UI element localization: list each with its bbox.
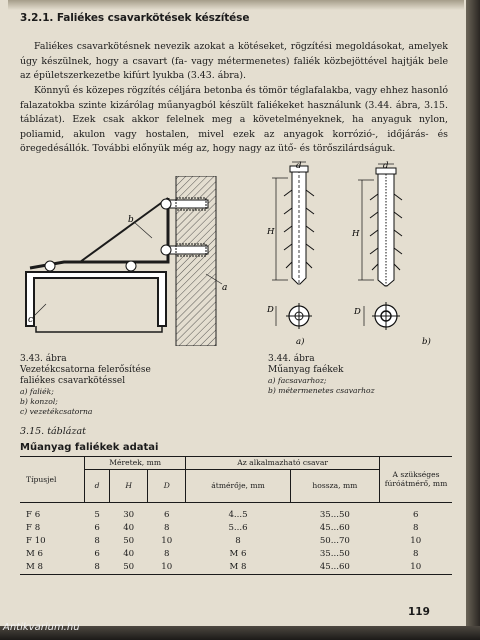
anchor-data-table <box>20 456 452 575</box>
figure-3-44-drawing <box>266 160 456 346</box>
paragraph-1: Faliékes csavarkötésnek nevezik azokat a kötéseket, rögzítési megoldásokat, amelyek úgy készülnek, hogy a csavart (fa- vagy métermenetes) faliék közbejöttével hajtják bele az épületszerkezetbe kifúrt lyukba (3.43. ábra). <box>20 41 448 82</box>
figure-3-44-number: 3.44. ábra <box>268 354 315 364</box>
anchor-a <box>272 162 314 329</box>
fig343-label-c: c <box>28 315 34 325</box>
figure-3-43-caption-line-1: Vezetékcsatorna felerősítése <box>20 365 151 375</box>
cable-channel <box>26 272 166 326</box>
watermark: Antikvarium.hu <box>3 622 80 633</box>
table-row: F 6 5 30 6 4...5 35...50 6 <box>26 510 419 521</box>
fig344-label-a: a) <box>296 337 305 346</box>
fig344-label-b: b) <box>422 337 431 346</box>
fig344-label-D-a: D <box>267 305 274 315</box>
page-edge-shadow <box>466 0 480 640</box>
header-H: H <box>110 469 148 502</box>
header-type: Típusjel <box>20 457 85 503</box>
table-number: 3.15. táblázat <box>20 426 86 437</box>
fig344-label-d-b: d <box>383 161 389 171</box>
header-diameter: átmérője, mm <box>186 469 290 502</box>
section-heading: 3.2.1. Faliékes csavarkötések készítése <box>20 12 250 24</box>
fig343-label-a: a <box>222 283 228 293</box>
table-row: F 10 8 50 10 8 50...70 10 <box>26 536 422 547</box>
figure-3-43-legend-b: b) konzol; <box>20 397 58 406</box>
figure-3-44-legend-a: a) facsavarhoz; <box>268 376 327 385</box>
table-row: M 8 8 50 10 M 8 45...60 10 <box>20 561 452 575</box>
table-title: Műanyag faliékek adatai <box>20 442 159 453</box>
figure-3-44-legend-b: b) métermenetes csavarhoz <box>268 386 375 395</box>
fig344-label-D-b: D <box>354 307 361 317</box>
table-row: M 6 6 40 8 M 6 35...50 8 <box>26 549 419 560</box>
fig343-label-b: b <box>128 215 134 225</box>
figure-3-43-legend-a: a) faliék; <box>20 387 54 396</box>
header-drill: A szükséges fúróátmérő, mm <box>380 457 453 503</box>
figure-3-44-caption-line-1: Műanyag faékek <box>268 365 344 375</box>
figure-3-43-drawing <box>16 176 252 346</box>
fig344-label-H-a: H <box>267 227 275 237</box>
anchor-b <box>358 164 402 330</box>
table-row: F 8 6 40 8 5...6 45...60 8 <box>26 523 419 534</box>
page-number: 119 <box>408 606 430 618</box>
header-dims: Méretek, mm <box>85 457 186 470</box>
fig344-label-H-b: H <box>352 229 360 239</box>
bracket <box>30 198 168 268</box>
figure-3-43-caption-line-2: faliékes csavarkötéssel <box>20 376 126 386</box>
fig344-label-d-a: d <box>296 161 302 171</box>
paragraph-2: Könnyű és közepes rögzítés céljára betonba és tömör téglafalakba, vagy ehhez hasonló falazatokba szinte kizárólag műanyagból készült faliékeket használunk (3.44. ábra, 3.15. táblázat). Ezek csak akkor felelnek meg a követelményeknek, ha anyaguk nylon, poliamid, akulon vagy hostalen, mivel ezek az anyagok korrózió-, időjárás- és öregedésállók. További előnyük még az, hogy nagy az ütő- és törőszilárdságuk. <box>20 85 448 155</box>
header-d: d <box>85 469 110 502</box>
page-top-shadow <box>8 0 464 10</box>
header-length: hossza, mm <box>290 469 379 502</box>
figure-3-43-number: 3.43. ábra <box>20 354 67 364</box>
figure-3-43-legend-c: c) vezetékcsatorna <box>20 407 93 416</box>
header-screw: Az alkalmazható csavar <box>186 457 380 470</box>
figure-3-43-caption <box>20 354 240 417</box>
figure-3-44-caption <box>268 354 458 396</box>
header-D: D <box>148 469 186 502</box>
